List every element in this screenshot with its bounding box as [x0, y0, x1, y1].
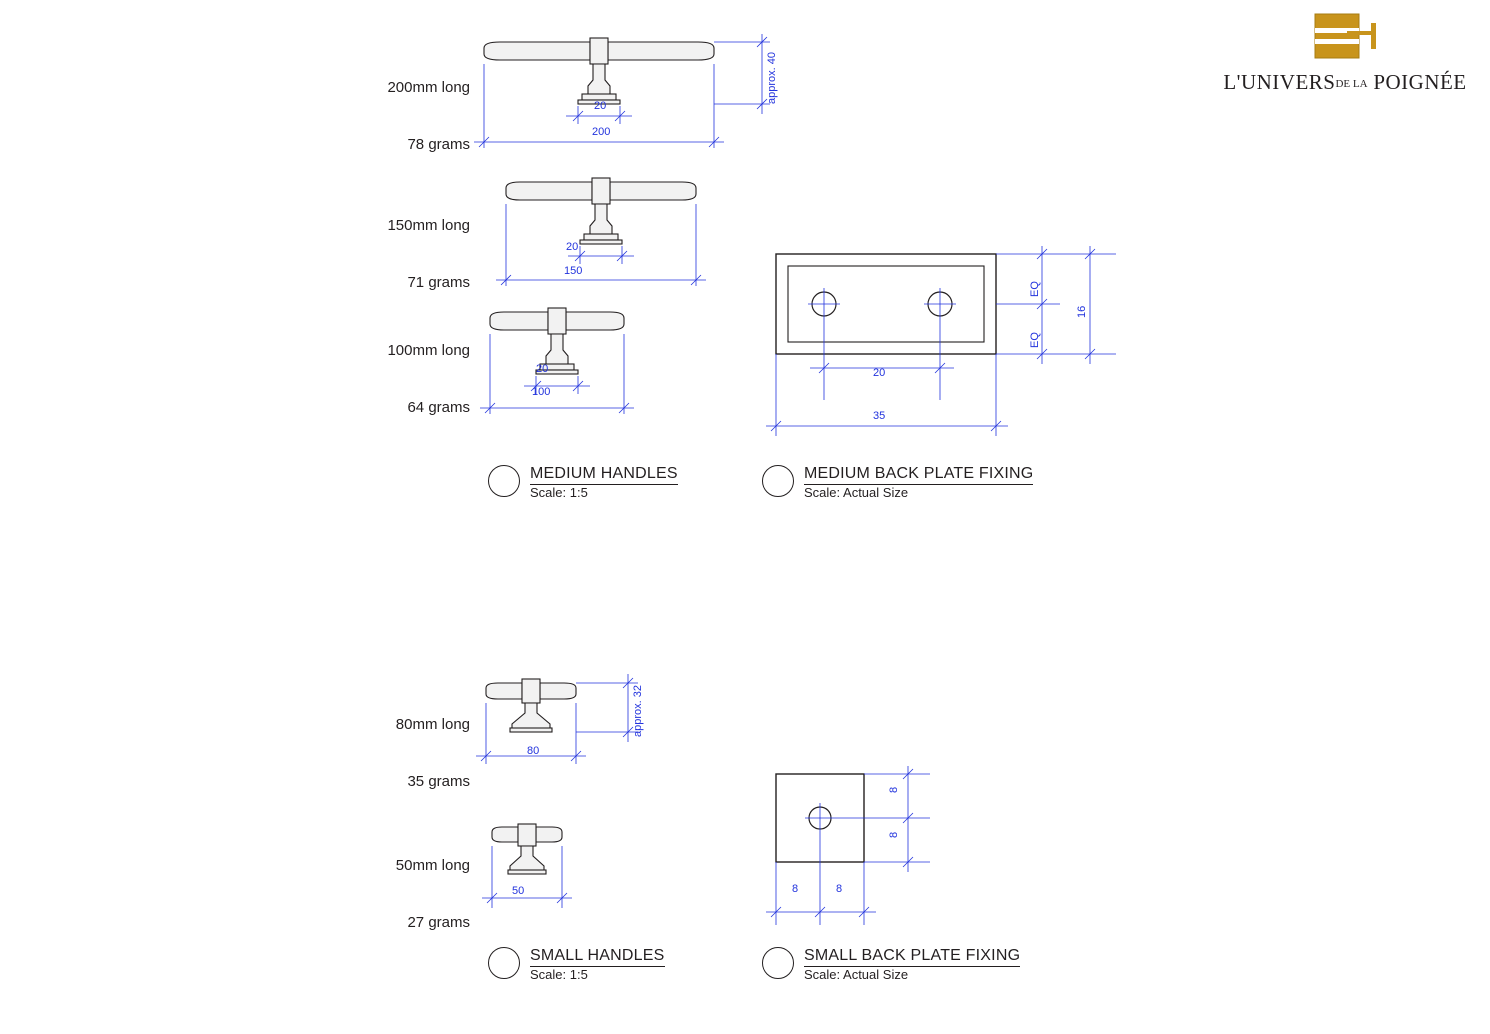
medium-plate-dim-20: 20	[873, 367, 886, 379]
brand-name-small: DE LA	[1335, 78, 1368, 91]
medium-plate-dim-eq-bottom: EQ	[1029, 332, 1041, 348]
small-back-plate-scale: Scale: Actual Size	[804, 967, 909, 982]
medium-handles-scale: Scale: 1:5	[530, 485, 588, 500]
callout-circle-icon	[488, 465, 520, 497]
small-back-plate-title-block	[762, 947, 1020, 982]
small-plate-dim-8-right: 8	[836, 883, 843, 895]
handle-50-dim-50: 50	[512, 885, 525, 897]
handle-50-drawing	[470, 812, 690, 917]
medium-back-plate-title-block	[762, 465, 1033, 500]
medium-plate-dim-eq-top: EQ	[1029, 281, 1041, 297]
handle-100-dim-20: 20	[536, 363, 549, 375]
handle-200-dim-200: 200	[592, 126, 611, 138]
medium-back-plate-drawing	[760, 240, 1140, 450]
handle-200-dim-20: 20	[594, 100, 607, 112]
medium-plate-dim-35: 35	[873, 410, 886, 422]
handle-150-drawing	[470, 168, 770, 293]
small-handles-title: SMALL HANDLES	[530, 947, 665, 967]
small-handles-title-block	[488, 947, 665, 982]
handle-200-drawing	[470, 28, 800, 158]
door-handle-logo-icon	[1309, 10, 1381, 62]
medium-plate-dim-16: 16	[1076, 305, 1088, 318]
handle-100-label: 100mm long 64 grams	[387, 342, 470, 416]
medium-back-plate-scale: Scale: Actual Size	[804, 485, 909, 500]
handle-80-label: 80mm long 35 grams	[395, 716, 470, 790]
handle-200-dim-height: approx. 40	[766, 52, 778, 104]
handle-200-label: 200mm long 78 grams	[387, 79, 470, 153]
handle-80-drawing	[470, 668, 720, 778]
handle-80-dim-80: 80	[527, 745, 540, 757]
small-handles-scale: Scale: 1:5	[530, 967, 588, 982]
medium-back-plate-title: MEDIUM BACK PLATE FIXING	[804, 465, 1033, 485]
small-plate-dim-8-bottom: 8	[888, 831, 900, 838]
handle-100-dim-100: 100	[532, 386, 551, 398]
brand-name	[1220, 70, 1470, 95]
small-back-plate-title: SMALL BACK PLATE FIXING	[804, 947, 1020, 967]
handle-150-dim-150: 150	[564, 265, 583, 277]
small-back-plate-drawing	[760, 760, 980, 940]
callout-circle-icon	[762, 947, 794, 979]
handle-100-drawing	[470, 298, 730, 420]
medium-handles-title: MEDIUM HANDLES	[530, 465, 678, 485]
callout-circle-icon	[762, 465, 794, 497]
handle-80-dim-height: approx. 32	[632, 685, 644, 737]
handle-150-label: 150mm long 71 grams	[387, 217, 470, 291]
brand-name-part2: POIGNÉE	[1373, 70, 1467, 94]
brand-name-part1: L'UNIVERS	[1223, 70, 1336, 94]
small-plate-dim-8-top: 8	[888, 786, 900, 793]
brand-logo	[1220, 10, 1470, 95]
handle-150-dim-20: 20	[566, 241, 579, 253]
medium-handles-title-block	[488, 465, 678, 500]
small-plate-dim-8-left: 8	[792, 883, 799, 895]
handle-50-label: 50mm long 27 grams	[395, 857, 470, 931]
callout-circle-icon	[488, 947, 520, 979]
